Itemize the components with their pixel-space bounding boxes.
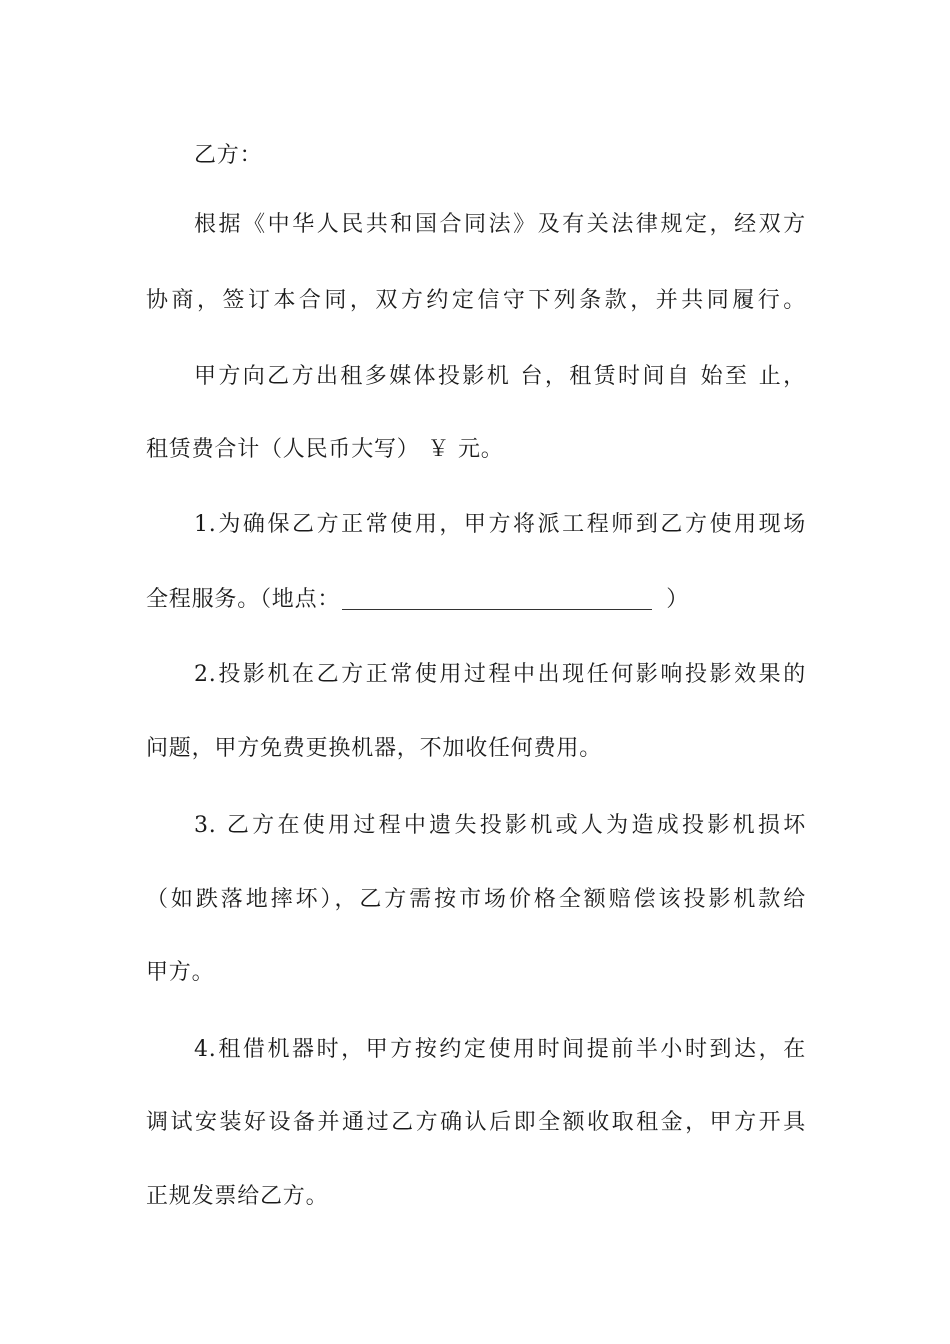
location-blank-field bbox=[342, 585, 652, 610]
clause-4-line-1: 4.租借机器时，甲方按约定使用时间提前半小时到达，在 bbox=[194, 1037, 806, 1062]
clause-3-line-1: 3. 乙方在使用过程中遗失投影机或人为造成投影机损坏 bbox=[194, 813, 806, 838]
clause-1-line-1: 1.为确保乙方正常使用，甲方将派工程师到乙方使用现场 bbox=[194, 512, 806, 537]
clause-4-line-3: 正规发票给乙方。 bbox=[146, 1184, 329, 1209]
rental-line-1: 甲方向乙方出租多媒体投影机 台，租赁时间自 始至 止， bbox=[194, 364, 806, 389]
clause-3-line-2: （如跌落地摔坏），乙方需按市场价格全额赔偿该投影机款给 bbox=[146, 887, 806, 912]
clause-2-line-2: 问题，甲方免费更换机器，不加收任何费用。 bbox=[146, 736, 603, 761]
clause-2-line-1: 2.投影机在乙方正常使用过程中出现任何影响投影效果的 bbox=[194, 662, 806, 687]
clause-1-close-paren: ） bbox=[666, 587, 690, 612]
clause-1-line-2 bbox=[146, 584, 806, 616]
intro-line-2: 协商，签订本合同，双方约定信守下列条款，并共同履行。 bbox=[146, 288, 806, 313]
party-b-label: 乙方： bbox=[194, 143, 263, 168]
clause-1-location-label: 全程服务。（地点： bbox=[146, 587, 341, 612]
clause-3-line-3: 甲方。 bbox=[146, 960, 215, 985]
rental-line-2: 租赁费合计（人民币大写） ￥ 元。 bbox=[146, 437, 504, 462]
intro-line-1: 根据《中华人民共和国合同法》及有关法律规定，经双方 bbox=[194, 212, 806, 237]
clause-4-line-2: 调试安装好设备并通过乙方确认后即全额收取租金，甲方开具 bbox=[146, 1110, 806, 1135]
